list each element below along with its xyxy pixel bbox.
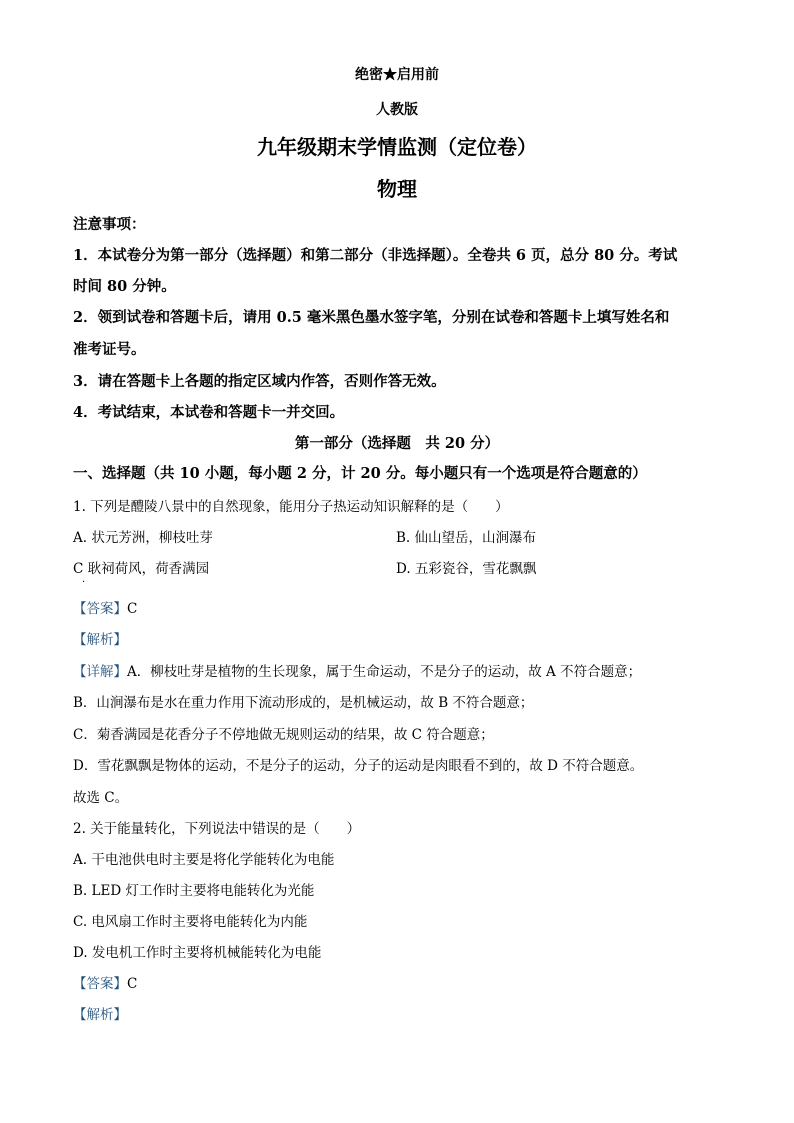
secret-label: 绝密★启用前 xyxy=(355,67,439,83)
notice-item-2-cont: 准考证号。 xyxy=(73,341,146,358)
edition-label: 人教版 xyxy=(376,102,418,118)
question-1-detail-a xyxy=(73,660,641,680)
question-1-stem: 1. 下列是醴陵八景中的自然现象，能用分子热运动知识解释的是（ ） xyxy=(73,499,509,515)
answer-value: C xyxy=(127,601,138,617)
question-1-analysis-label: 【解析】 xyxy=(73,632,127,648)
exam-title: 九年级期末学情监测（定位卷） xyxy=(257,135,537,159)
answer-label: 【答案】 xyxy=(73,601,127,617)
detail-label: 【详解】 xyxy=(73,664,127,680)
subject-title: 物理 xyxy=(377,177,417,201)
notice-item-1-cont: 时间 80 分钟。 xyxy=(73,278,176,295)
question-1-answer xyxy=(73,597,137,617)
question-2-answer xyxy=(73,972,137,992)
question-2-option-d: D. 发电机工作时主要将机械能转化为电能 xyxy=(73,945,322,961)
question-2-stem: 2. 关于能量转化，下列说法中错误的是（ ） xyxy=(73,821,361,837)
question-2-option-b: B. LED 灯工作时主要将电能转化为光能 xyxy=(73,883,315,899)
notice-item-2: 2．领到试卷和答题卡后，请用 0.5 毫米黑色墨水签字笔，分别在试卷和答题卡上填写姓名和 xyxy=(73,309,670,326)
question-1-detail-b: B．山涧瀑布是水在重力作用下流动形成的，是机械运动，故 B 不符合题意； xyxy=(73,695,534,711)
stray-dot: · xyxy=(82,577,86,588)
part1-heading: 第一部分（选择题 共 20 分） xyxy=(294,435,500,452)
question-2-analysis-label: 【解析】 xyxy=(73,1007,127,1023)
notice-item-3: 3．请在答题卡上各题的指定区域内作答，否则作答无效。 xyxy=(73,373,446,390)
notice-item-4: 4．考试结束，本试卷和答题卡一并交回。 xyxy=(73,404,345,421)
section-heading: 一、选择题（共 10 小题，每小题 2 分，计 20 分。每小题只有一个选项是符合题意的） xyxy=(73,465,647,482)
question-1-option-c: C 耿祠荷风，荷香满园 xyxy=(73,561,210,577)
answer-value: C xyxy=(127,976,138,992)
notice-item-1: 1．本试卷分为第一部分（选择题）和第二部分（非选择题）。全卷共 6 页，总分 80 分。考试 xyxy=(73,247,678,264)
question-1-detail-d: D．雪花飘飘是物体的运动，不是分子的运动，分子的运动是肉眼看不到的，故 D 不符合题意。 xyxy=(73,758,644,774)
detail-a-text: A．柳枝吐芽是植物的生长现象，属于生命运动，不是分子的运动，故 A 不符合题意； xyxy=(127,664,642,680)
question-1-conclusion: 故选 C。 xyxy=(73,790,129,806)
answer-label: 【答案】 xyxy=(73,976,127,992)
question-2-option-c: C. 电风扇工作时主要将电能转化为内能 xyxy=(73,914,308,930)
question-1-option-b: B. 仙山望岳，山涧瀑布 xyxy=(396,530,537,546)
notice-heading: 注意事项： xyxy=(73,216,146,233)
question-1-option-d: D. 五彩瓷谷，雪花飘飘 xyxy=(396,561,537,577)
question-1-detail-c: C．菊香满园是花香分子不停地做无规则运动的结果，故 C 符合题意； xyxy=(73,727,494,743)
question-2-option-a: A. 干电池供电时主要是将化学能转化为电能 xyxy=(73,852,335,868)
question-1-option-a: A. 状元芳洲，柳枝吐芽 xyxy=(73,530,213,546)
